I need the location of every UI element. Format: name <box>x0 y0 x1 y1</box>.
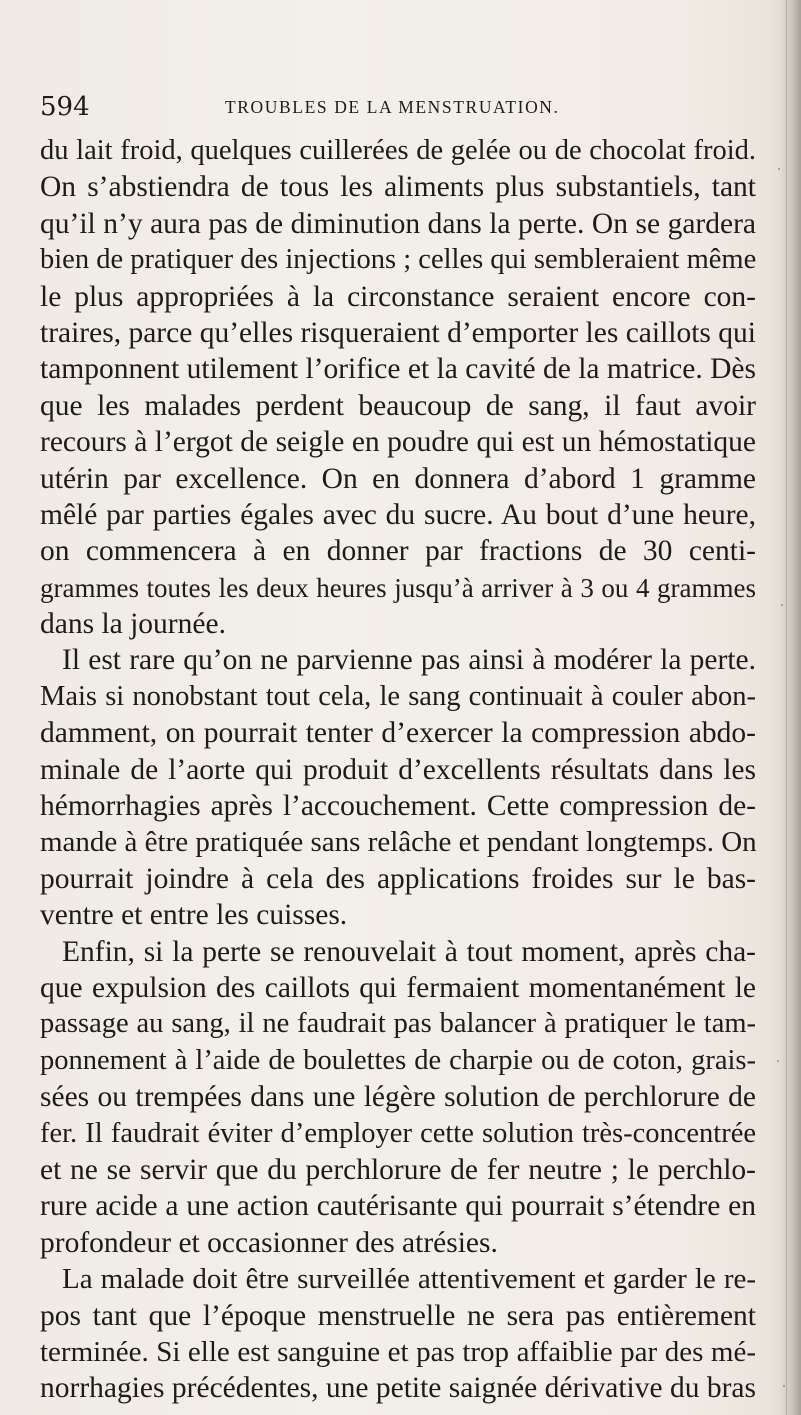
text-line: fer. Il faudrait éviter d’employer cette solution très-concentrée <box>40 1117 756 1149</box>
text-line: minale de l’aorte qui produit d’excellents résultats dans les <box>40 753 756 786</box>
text-line: On s’abstiendra de tous les aliments plus substantiels, tant <box>40 171 756 204</box>
text-line: sées ou trempées dans une légère solution de perchlorure de <box>40 1081 756 1114</box>
text-line: Enfin, si la perte se renouvelait à tout moment, après cha- <box>62 935 756 968</box>
paper-speck <box>777 1060 779 1062</box>
text-line: recours à l’ergot de seigle en poudre qui est un hémostatique <box>40 426 756 459</box>
text-line: du lait froid, quelques cuillerées de gelée ou de chocolat froid. <box>40 135 756 166</box>
body-text <box>40 133 756 1407</box>
text-line: Il est rare qu’on ne parvienne pas ainsi à modérer la perte. <box>62 644 756 677</box>
text-line: traires, parce qu’elles risqueraient d’emporter les caillots qui <box>40 316 756 349</box>
text-line: mande à être pratiquée sans relâche et pendant longtemps. On <box>40 826 757 859</box>
page-header <box>40 92 760 122</box>
text-line: dans la journée. <box>40 608 226 641</box>
text-line: grammes toutes les deux heures jusqu’à arriver à 3 ou 4 grammes <box>40 572 756 603</box>
text-line: on commencera à en donner par fractions de 30 centi- <box>40 535 756 568</box>
text-line: rure acide a une action cautérisante qui pourrait s’étendre en <box>40 1190 756 1223</box>
text-line: que expulsion des caillots qui fermaient momentanément le <box>40 971 756 1004</box>
text-line: utérin par excellence. On en donnera d’abord 1 gramme <box>40 462 756 495</box>
text-line: norrhagies précédentes, une petite saignée dérivative du bras <box>40 1372 756 1405</box>
page-number: 594 <box>40 92 90 122</box>
text-line: tamponnent utilement l’orifice et la cavité de la matrice. Dès <box>40 353 756 386</box>
text-line: et ne se servir que du perchlorure de fer neutre ; le perchlo- <box>40 1153 756 1186</box>
text-line: que les malades perdent beaucoup de sang, il faut avoir <box>40 389 756 422</box>
text-line: ponnement à l’aide de boulettes de charpie ou de coton, grais- <box>40 1044 756 1076</box>
text-line: bien de pratiquer des injections ; celles qui sembleraient même <box>40 244 757 276</box>
text-line: ventre et entre les cuisses. <box>40 899 348 932</box>
page-edge-shadow <box>779 0 801 1415</box>
text-line: Mais si nonobstant tout cela, le sang continuait à couler abon- <box>40 680 756 712</box>
text-line: pos tant que l’époque menstruelle ne sera pas entièrement <box>40 1299 756 1332</box>
running-title: TROUBLES DE LA MENSTRUATION. <box>225 97 560 117</box>
paper-speck <box>778 168 780 170</box>
text-line: damment, on pourrait tenter d’exercer la compression abdo- <box>40 717 756 750</box>
text-line: profondeur et occasionner des atrésies. <box>40 1226 498 1259</box>
text-line: La malade doit être surveillée attentivement et garder le re- <box>62 1263 756 1296</box>
text-line: passage au sang, il ne faudrait pas balancer à pratiquer le tam- <box>40 1008 756 1040</box>
text-line: hémorrhagies après l’accouchement. Cette compression de- <box>40 790 756 823</box>
paper-speck <box>781 604 783 606</box>
text-line: le plus appropriées à la circonstance seraient encore con- <box>40 280 756 313</box>
page-edge-line <box>786 0 787 1415</box>
paper-speck <box>783 1385 785 1387</box>
text-line: mêlé par parties égales avec du sucre. Au bout d’une heure, <box>40 498 756 531</box>
text-line: qu’il n’y aura pas de diminution dans la perte. On se gardera <box>40 207 756 240</box>
text-line: terminée. Si elle est sanguine et pas trop affaiblie par des mé- <box>40 1335 756 1368</box>
text-line: pourrait joindre à cela des applications froides sur le bas- <box>40 862 756 895</box>
